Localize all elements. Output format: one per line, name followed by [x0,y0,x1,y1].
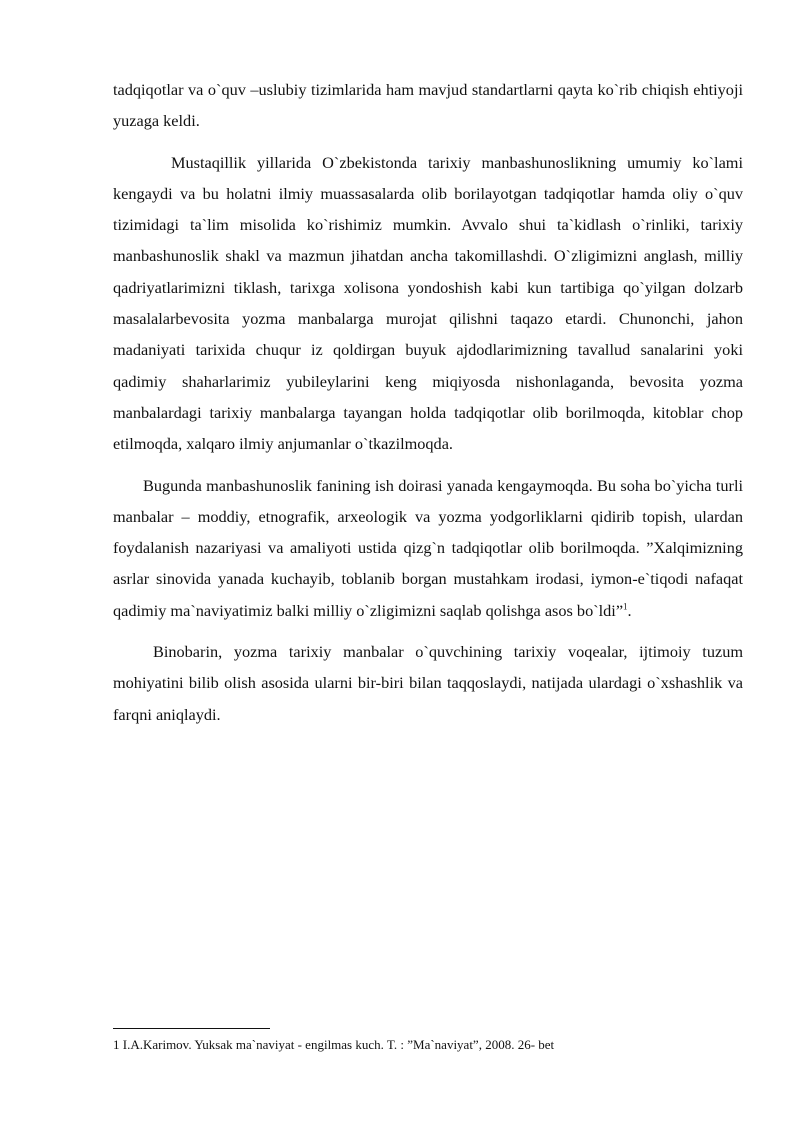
paragraph-4: Binobarin, yozma tarixiy manbalar o`quvchining tarixiy voqealar, ijtimoiy tuzum mohiyatini bilib olish asosida ularni bir-biri bilan taqqoslaydi, natijada ulardagi o`xshashlik va farqni aniqlaydi. [113,642,743,724]
paragraph-3 [113,470,743,626]
body-text [113,74,743,730]
paragraph-2: Mustaqillik yillarida O`zbekistonda tarixiy manbashunoslikning umumiy ko`lami kengaydi va bu holatni ilmiy muassasalarda olib borilayotgan tadqiqotlar hamda oliy o`quv tizimidagi ta`lim misolida ko`rishimiz mumkin. Avvalo shui ta`kidlash o`rinliki, tarixiy manbashunoslik shakl va mazmun jihatdan ancha takomillashdi. O`zligimizni anglash, milliy qadriyatlarimizni tiklash, tarixga xolisona yondoshish kabi kun tartibiga qo`yilgan dolzarb masalalarbevosita yozma manbalarga murojat qilishni taqazo etardi. Chunonchi, jahon madaniyati tarixida chuqur iz qoldirgan buyuk ajdodlarimizning tavallud sanalarini yoki qadimiy shaharlarimiz yubileylarini keng miqiyosda nishonlaganda, bevosita yozma manbalardagi tarixiy manbalarga tayangan holda tadqiqotlar olib borilmoqda, kitoblar chop etilmoqda, xalqaro ilmiy anjumanlar o`tkazilmoqda. [113,152,743,454]
paragraph-3-end: . [627,600,632,620]
footnote-reference[interactable]: 1 [623,601,628,612]
footnote-separator [113,1028,270,1029]
paragraph-3-text: Bugunda manbashunoslik fanining ish doirasi yanada kengaymoqda. Bu soha bo`yicha turli manbalar – moddiy, etnografik, arxeologik va yozma yodgorliklarni qidirib topish, ulardan foydalanish nazariyasi va amaliyoti ustida qizg`n tadqiqotlar olib borilmoqda. ”Xalqimizning asrlar sinovida yanada kuchayib, toblanib borgan mustahkam irodasi, iymon-e`tiqodi nafaqat qadimiy ma`naviyatimiz balki milliy o`zligimizni saqlab qolishga asos bo`ldi” [113,475,743,620]
paragraph-1: tadqiqotlar va o`quv –uslubiy tizimlarida ham mavjud standartlarni qayta ko`rib chiqish ehtiyoji yuzaga keldi. [113,80,743,131]
footnote-text: 1 I.A.Karimov. Yuksak ma`naviyat - engilmas kuch. T. : ”Ma`naviyat”, 2008. 26- bet [113,1037,555,1052]
